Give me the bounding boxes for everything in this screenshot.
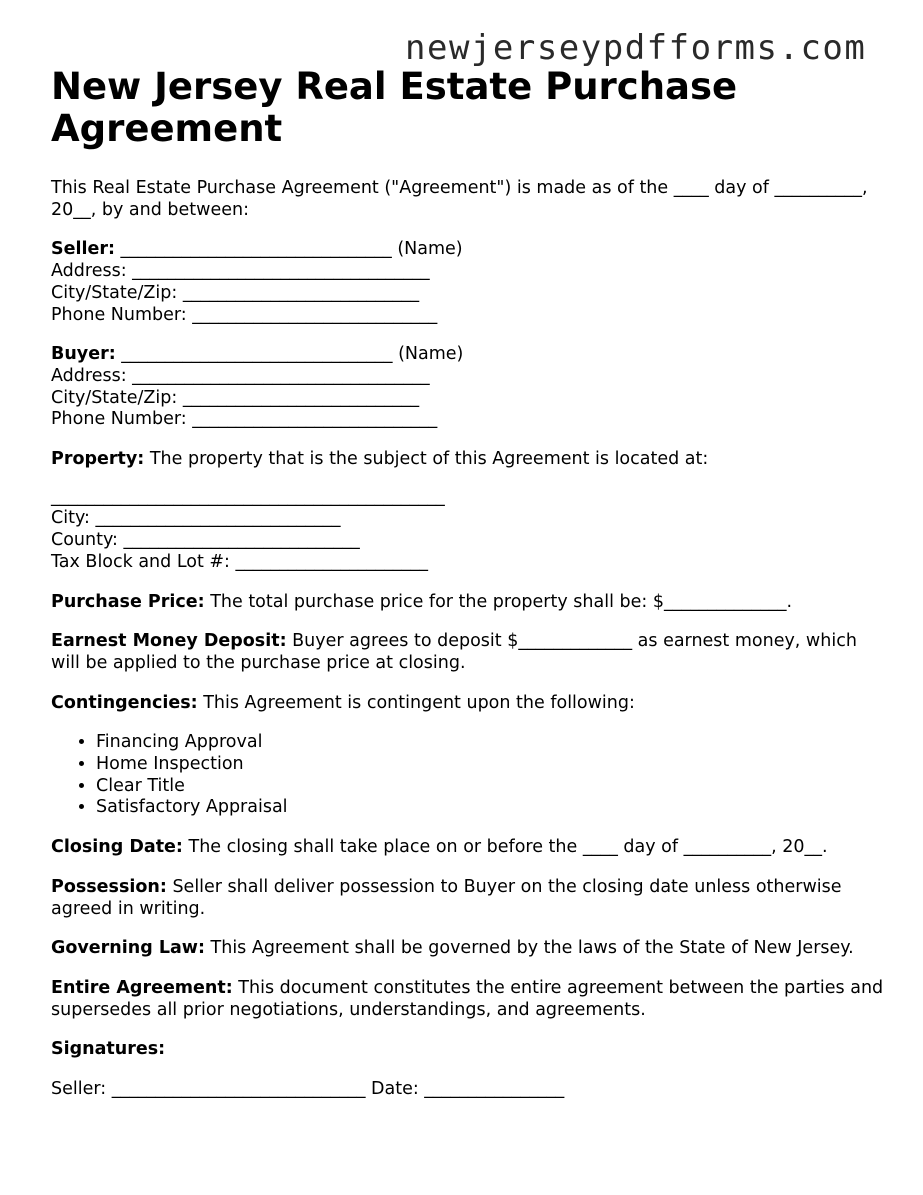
- buyer-label: Buyer:: [51, 344, 116, 365]
- governing-law-text: This Agreement shall be governed by the laws of the State of New Jersey.: [204, 938, 854, 959]
- earnest-money-label: Earnest Money Deposit:: [51, 631, 287, 652]
- governing-law-label: Governing Law:: [51, 938, 205, 959]
- list-item: • Clear Title: [96, 776, 891, 798]
- seller-name-line: [51, 239, 891, 261]
- seller-name-field: _______________________________ (Name): [114, 239, 463, 260]
- closing-date-text: The closing shall take place on or before the ____ day of __________, 20__.: [182, 837, 828, 858]
- intro-paragraph: This Real Estate Purchase Agreement ("Agreement") is made as of the ____ day of __________, 20__, by and between:: [51, 178, 868, 220]
- possession-label: Possession:: [51, 876, 167, 897]
- contingencies-list: [51, 732, 891, 819]
- closing-date-paragraph: [51, 837, 891, 859]
- property-tax-block-line: Tax Block and Lot #: ______________________: [51, 551, 429, 572]
- property-text: The property that is the subject of this Agreement is located at:: [144, 449, 709, 470]
- earnest-money-paragraph: [51, 631, 891, 674]
- buyer-section: [51, 344, 891, 431]
- seller-phone-line: Phone Number: ____________________________: [51, 304, 438, 325]
- document-title: New Jersey Real Estate Purchase Agreement: [51, 65, 738, 150]
- site-watermark: newjerseypdfforms.com: [405, 28, 867, 68]
- seller-city-state-zip-line: City/State/Zip: ___________________________: [51, 282, 420, 303]
- purchase-price-text: The total purchase price for the property shall be: $______________.: [204, 591, 793, 612]
- seller-signature-line: Seller: _____________________________ Date: ________________: [51, 1079, 565, 1100]
- buyer-address-line: Address: __________________________________: [51, 365, 430, 386]
- governing-law-paragraph: [51, 938, 891, 960]
- document-body: [51, 66, 891, 1119]
- possession-paragraph: [51, 877, 891, 920]
- entire-agreement-paragraph: [51, 978, 891, 1021]
- list-item: • Satisfactory Appraisal: [96, 797, 891, 819]
- property-paragraph: [51, 449, 891, 471]
- list-item: • Financing Approval: [96, 732, 891, 754]
- entire-agreement-text: This document constitutes the entire agreement between the parties and supersedes all prior negotiations, understandings, and agreements.: [51, 977, 884, 1020]
- contingencies-label: Contingencies:: [51, 692, 198, 713]
- property-address-line: _____________________________________________: [51, 486, 445, 507]
- buyer-name-line: [51, 344, 891, 366]
- property-address-section: [51, 487, 891, 574]
- possession-text: Seller shall deliver possession to Buyer on the closing date unless otherwise agreed in writing.: [51, 876, 842, 919]
- buyer-phone-line: Phone Number: ____________________________: [51, 409, 438, 430]
- earnest-money-text: Buyer agrees to deposit $_____________ as earnest money, which will be applied to the purchase price at closing.: [51, 631, 857, 673]
- entire-agreement-label: Entire Agreement:: [51, 977, 233, 998]
- contingencies-paragraph: [51, 693, 891, 715]
- seller-label: Seller:: [51, 239, 115, 260]
- buyer-city-state-zip-line: City/State/Zip: ___________________________: [51, 387, 420, 408]
- property-label: Property:: [51, 449, 145, 470]
- seller-address-line: Address: __________________________________: [51, 261, 430, 282]
- purchase-price-paragraph: [51, 592, 891, 614]
- list-item: • Home Inspection: [96, 754, 891, 776]
- buyer-name-field: _______________________________ (Name): [115, 344, 464, 365]
- contingencies-text: This Agreement is contingent upon the following:: [197, 692, 635, 713]
- purchase-price-label: Purchase Price:: [51, 591, 205, 612]
- signatures-heading: [51, 1039, 891, 1061]
- property-city-line: City: ____________________________: [51, 508, 341, 529]
- signatures-label: Signatures:: [51, 1039, 166, 1060]
- property-county-line: County: ___________________________: [51, 530, 360, 551]
- closing-date-label: Closing Date:: [51, 837, 183, 858]
- seller-section: [51, 239, 891, 326]
